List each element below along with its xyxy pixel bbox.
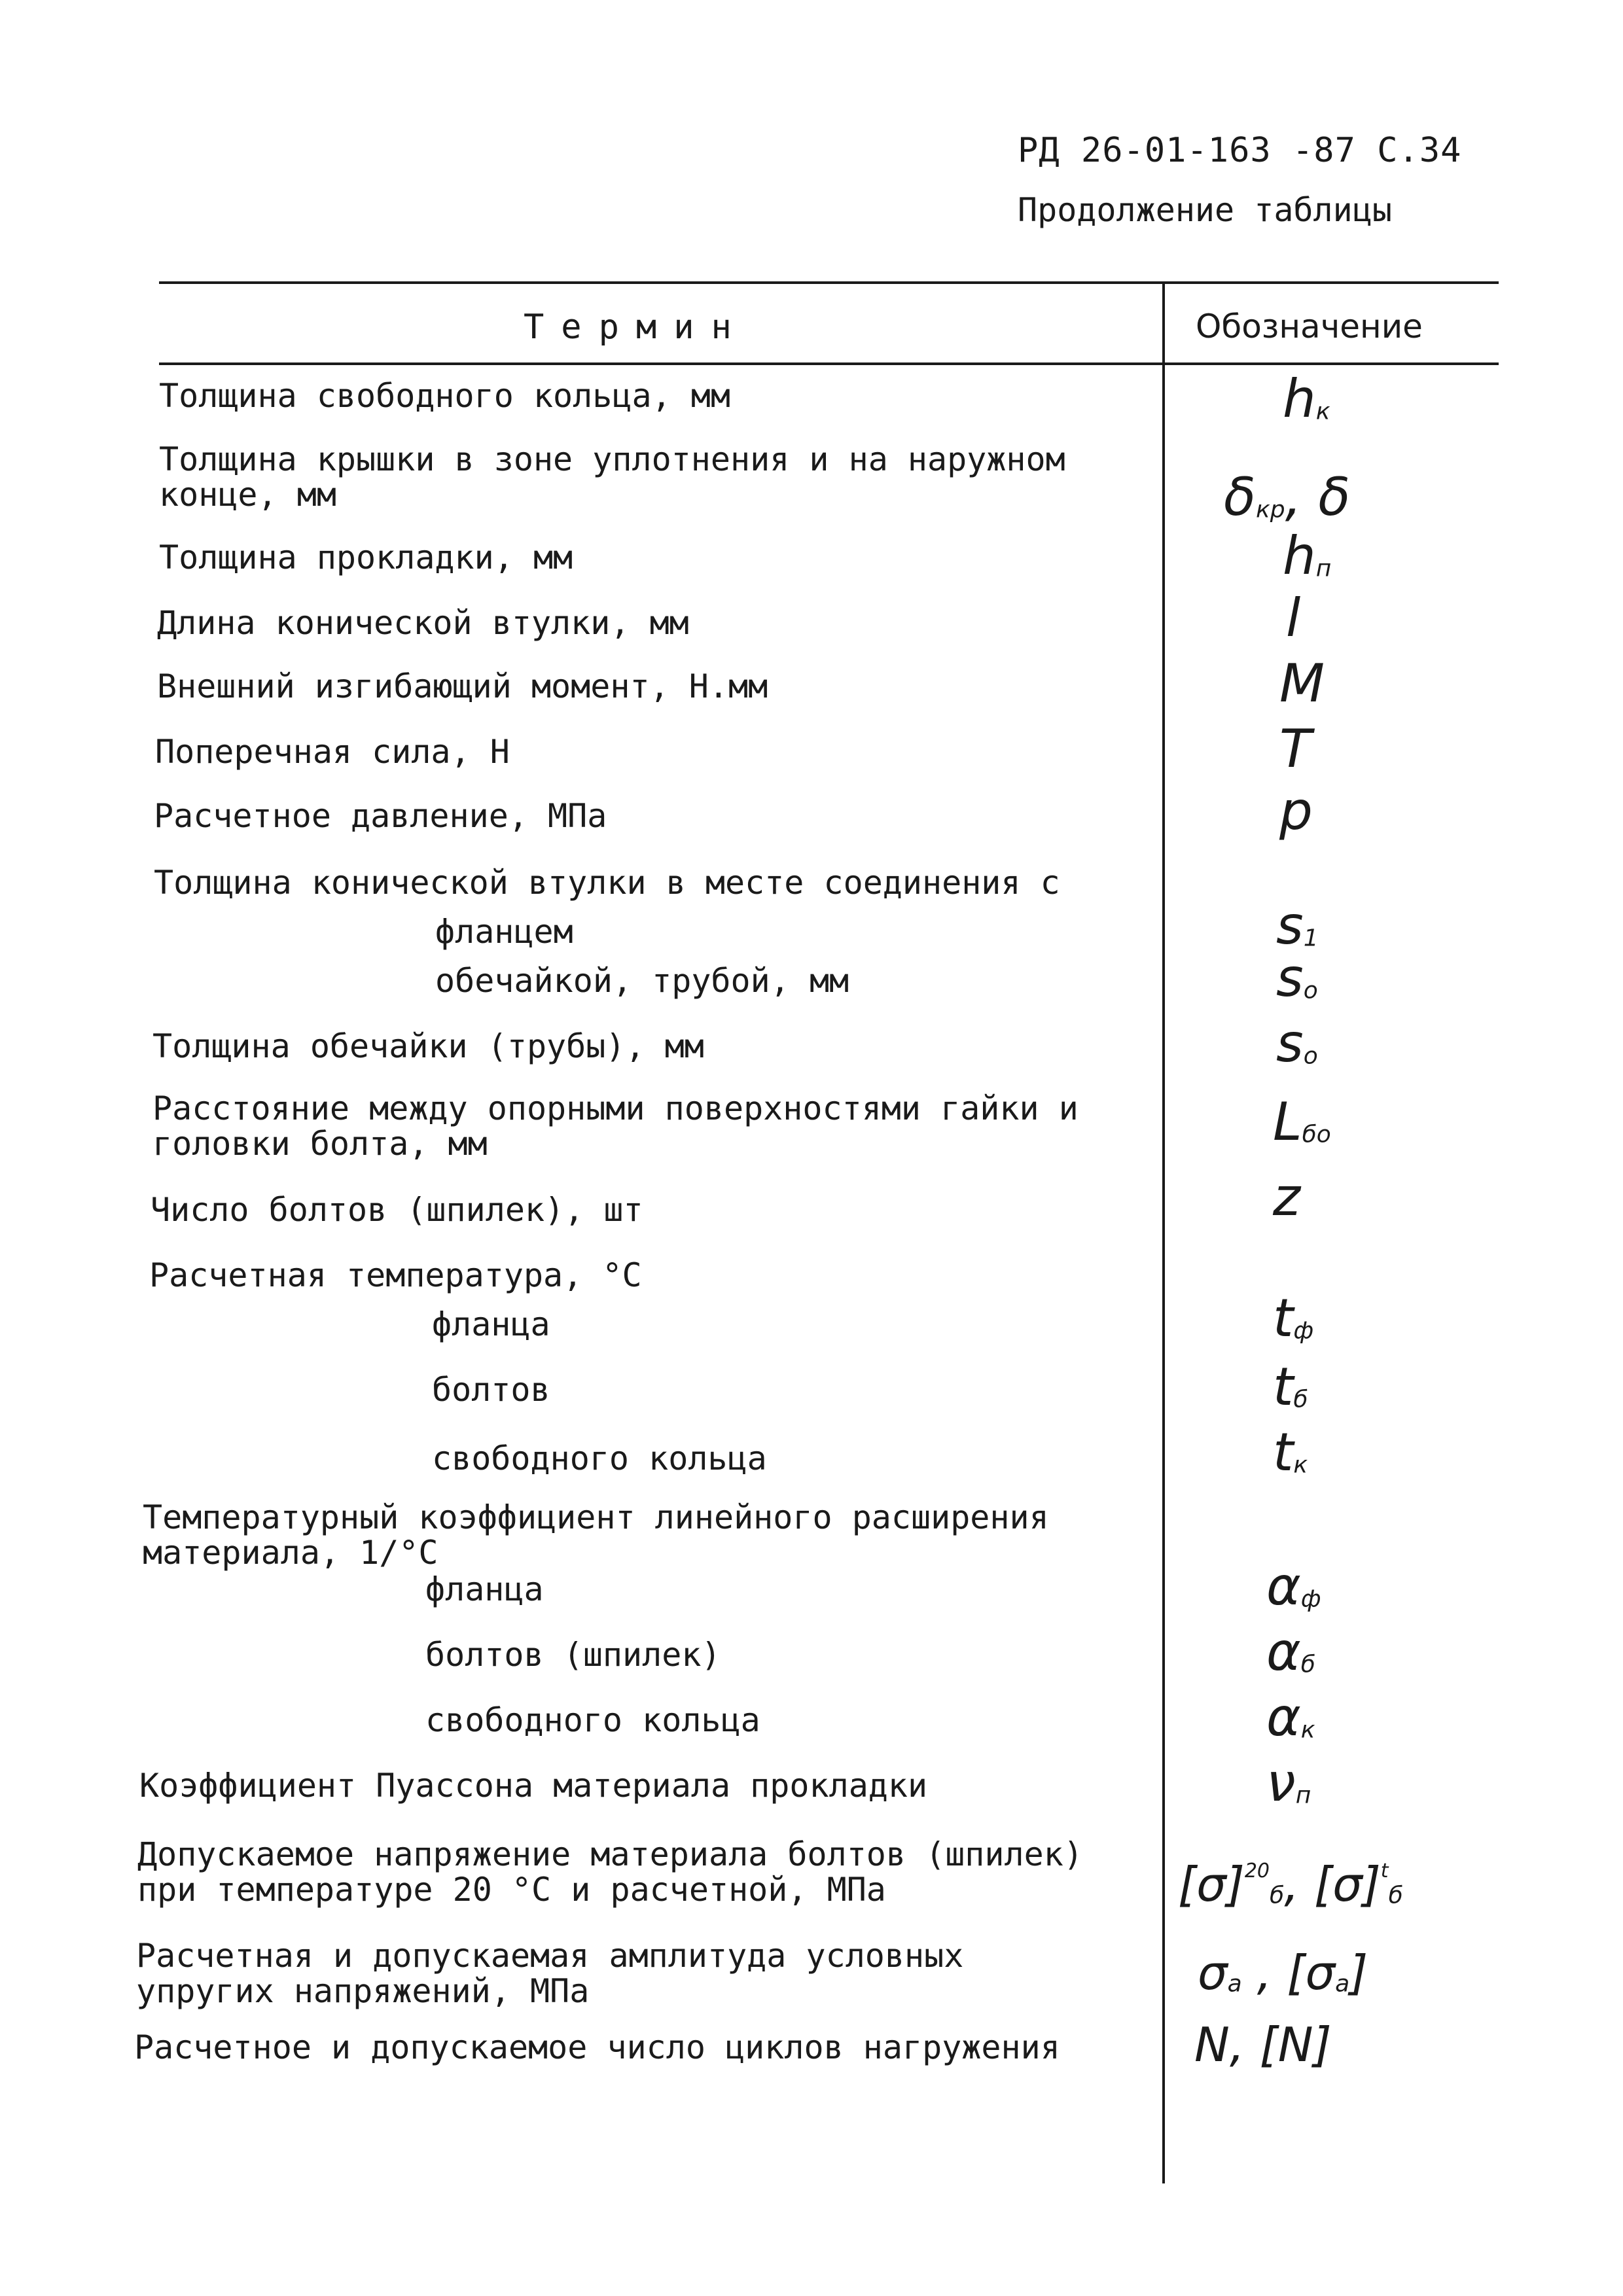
term-row-17: Расчетное и допускаемое число циклов нагружения (134, 2028, 1060, 2066)
table-column-divider (1162, 281, 1165, 2183)
term-row-8b: обечайкой, трубой, мм (435, 962, 849, 1000)
term-row-2: Толщина крышки в зоне уплотнения и на наружном конце, мм (159, 440, 1065, 514)
symbol-l-bo: $L_{бo}$ (1273, 1091, 1331, 1152)
term-row-12a: фланца (432, 1305, 550, 1343)
term-row-9: Толщина обечайки (трубы), мм (152, 1027, 704, 1065)
symbol-nu-p: $\nu_п$ (1266, 1752, 1311, 1813)
column-header-symbol: Обозначение (1196, 308, 1423, 345)
symbol-alpha-f: $\alpha_ф$ (1266, 1556, 1321, 1617)
term-row-12c: свободного кольца (432, 1439, 767, 1477)
symbol-s1: $s_1$ (1276, 895, 1319, 956)
symbol-l: l (1286, 588, 1301, 648)
term-row-5: Внешний изгибающий момент, Н.мм (157, 667, 768, 705)
term-row-7: Расчетное давление, МПа (154, 797, 607, 835)
symbol-s0-b: $s_o$ (1276, 1013, 1318, 1074)
document-code: РД 26-01-163 -87 С.34 (1018, 131, 1462, 170)
symbol-t: T (1279, 718, 1311, 779)
symbol-cycles: N, [N] (1194, 2017, 1332, 2072)
symbol-z: z (1273, 1167, 1300, 1227)
term-row-8: Толщина конической втулки в месте соединения с (154, 864, 1060, 902)
symbol-allowable-stress: $[\sigma]^{20}_б$, $[\sigma]^t_б$ (1178, 1857, 1403, 1912)
symbol-alpha-b: $\alpha_б$ (1266, 1621, 1315, 1682)
term-row-8a: фланцем (435, 913, 573, 951)
term-row-4: Длина конической втулки, мм (157, 604, 689, 642)
symbol-s0-a: $s_o$ (1276, 947, 1318, 1008)
symbol-p: p (1279, 781, 1313, 841)
term-row-15: Допускаемое напряжение материала болтов (шпилек) при температуре 20 °С и расчетной, МПа (137, 1835, 1083, 1909)
symbol-h-p: $h_п$ (1283, 525, 1332, 586)
term-row-3: Толщина прокладки, мм (159, 539, 573, 576)
table-header-rule (159, 362, 1499, 365)
symbol-stress-amplitude: $\sigma_a$ , $[\sigma_a]$ (1198, 1945, 1368, 2000)
table-top-rule (159, 281, 1499, 284)
symbol-t-k: $t_к$ (1273, 1422, 1308, 1483)
symbol-t-b: $t_б$ (1273, 1356, 1308, 1417)
term-row-13: Температурный коэффициент линейного расширения материала, 1/°С (143, 1498, 1049, 1572)
term-row-10: Расстояние между опорными поверхностями гайки и головки болта, мм (152, 1089, 1079, 1163)
term-row-11: Число болтов (шпилек), шт (151, 1191, 643, 1229)
symbol-h-k: $h_к$ (1283, 368, 1330, 429)
term-row-14: Коэффициент Пуассона материала прокладки (139, 1767, 928, 1805)
column-header-term: Термин (524, 308, 749, 347)
term-row-12: Расчетная температура, °С (149, 1256, 642, 1294)
symbol-delta-kr: $\delta_{кр}$, δ (1224, 467, 1351, 527)
symbol-alpha-k: $\alpha_к$ (1266, 1687, 1315, 1748)
symbol-m: M (1279, 653, 1325, 714)
term-row-13a: фланца (425, 1570, 544, 1608)
table-continuation-note: Продолжение таблицы (1018, 191, 1392, 229)
term-row-13c: свободного кольца (425, 1701, 760, 1739)
term-row-1: Толщина свободного кольца, мм (159, 377, 730, 415)
term-row-16: Расчетная и допускаемая амплитуда условных упругих напряжений, МПа (136, 1937, 964, 2010)
term-row-6: Поперечная сила, Н (155, 733, 510, 771)
term-row-12b: болтов (432, 1371, 550, 1409)
symbol-t-f: $t_ф$ (1273, 1288, 1314, 1349)
term-row-13b: болтов (шпилек) (425, 1636, 721, 1674)
